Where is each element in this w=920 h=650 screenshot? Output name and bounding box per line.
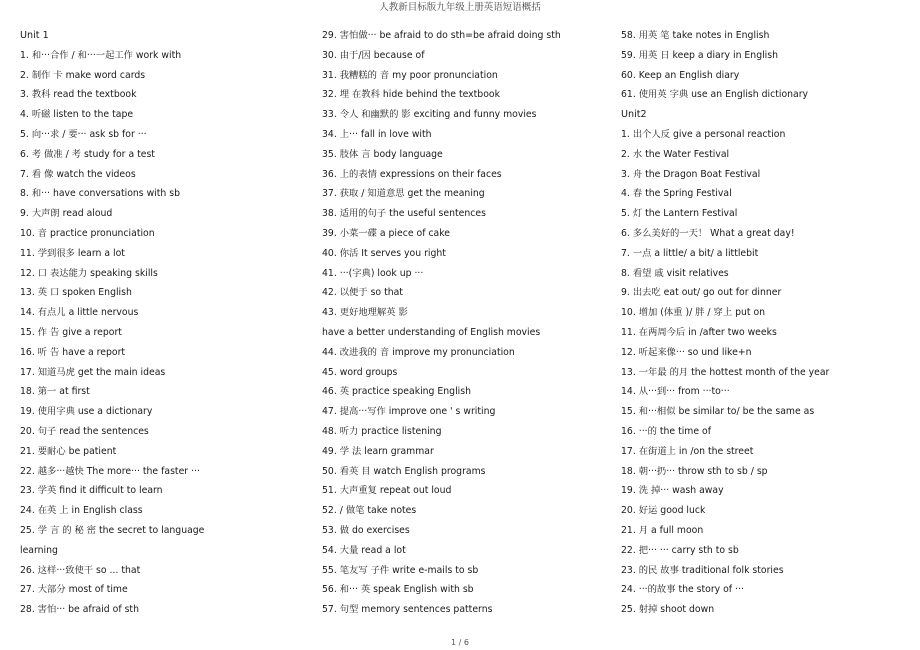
phrase-row: 15. 作 告 give a report — [20, 326, 122, 338]
phrase-row: 18. 第一 at first — [20, 386, 90, 398]
phrase-row: 21. 月 a full moon — [621, 524, 704, 536]
phrase-row: 35. 肢体 言 body language — [322, 148, 443, 160]
phrase-row: 5. 向···求 / 要··· ask sb for ··· — [20, 128, 147, 140]
phrase-row: 61. 使用英 字典 use an English dictionary — [621, 89, 809, 101]
phrase-row: 58. 用英 笔 take notes in English — [621, 30, 770, 41]
phrase-row: 24. ···的故事 the story of ··· — [621, 584, 744, 596]
unit-heading: Unit2 — [621, 109, 647, 121]
phrase-row: 23. 的民 故事 traditional folk stories — [621, 564, 784, 576]
phrase-row: 32. 埋 在教科 hide behind the textbook — [322, 89, 500, 101]
phrase-row: 36. 上的表情 expressions on their faces — [322, 168, 502, 180]
phrase-row: 9. 大声朗 read aloud — [20, 208, 113, 220]
phrase-row: 57. 句型 memory sentences patterns — [322, 604, 493, 616]
phrase-row: 6. 多么美好的一天！ What a great day! — [621, 227, 795, 239]
phrase-row: 8. 看望 戚 visit relatives — [621, 267, 729, 279]
phrase-row: 43. 更好地理解英 影 — [322, 307, 408, 319]
phrase-row: 2. 水 the Water Festival — [621, 148, 730, 160]
phrase-row-continuation: learning — [20, 544, 58, 556]
phrase-row: 54. 大量 read a lot — [322, 544, 406, 556]
phrase-row: 7. 一点 a little/ a bit/ a littlebit — [621, 247, 759, 259]
phrase-row: 9. 出去吃 eat out/ go out for dinner — [621, 287, 782, 299]
phrase-row: 11. 在两周今后 in /after two weeks — [621, 326, 777, 338]
phrase-row: 17. 在街道上 in /on the street — [621, 445, 754, 457]
phrase-row: 28. 害怕··· be afraid of sth — [20, 604, 139, 616]
phrase-row: 18. 朝···扔··· throw sth to sb / sp — [621, 465, 768, 477]
phrase-row: 47. 提高···写作 improve one ' s writing — [322, 406, 496, 418]
phrase-row: 4. 春 the Spring Festival — [621, 188, 732, 200]
phrase-row: 33. 令人 和幽默的 影 exciting and funny movies — [322, 109, 537, 121]
phrase-column-2 — [322, 26, 602, 620]
phrase-row: 20. 好运 good luck — [621, 505, 706, 517]
phrase-row: 44. 改进我的 音 improve my pronunciation — [322, 346, 515, 358]
phrase-row: 13. 英 口 spoken English — [20, 287, 132, 299]
phrase-row: 10. 增加 (体重 )/ 胖 / 穿上 put on — [621, 307, 766, 319]
phrase-row: 1. 和···合作 / 和···一起工作 work with — [20, 49, 182, 61]
phrase-row: 24. 在英 上 in English class — [20, 505, 143, 517]
phrase-row: 8. 和··· have conversations with sb — [20, 188, 181, 200]
phrase-row: 17. 知道马虎 get the main ideas — [20, 366, 166, 378]
phrase-row: 10. 音 practice pronunciation — [20, 227, 155, 239]
phrase-row: 41. ···(字典) look up ··· — [322, 267, 424, 279]
unit-heading: Unit 1 — [20, 30, 49, 41]
phrase-row: 19. 洗 掉··· wash away — [621, 485, 724, 497]
page-title: 人教新目标版九年级上册英语短语概括 — [379, 2, 541, 13]
phrase-row: 16. ···的 the time of — [621, 425, 711, 437]
phrase-row: 59. 用英 日 keep a diary in English — [621, 49, 779, 61]
phrase-row: 34. 上··· fall in love with — [322, 128, 432, 140]
phrase-row: 40. 你活 It serves you right — [322, 247, 446, 259]
phrase-row: 50. 看英 目 watch English programs — [322, 465, 486, 477]
phrase-row: 19. 使用字典 use a dictionary — [20, 406, 153, 418]
phrase-row: 5. 灯 the Lantern Festival — [621, 208, 738, 220]
phrase-row: 39. 小菜一碟 a piece of cake — [322, 227, 451, 239]
phrase-row: 25. 学 言 的 秘 密 the secret to language — [20, 524, 205, 536]
phrase-row: 21. 要耐心 be patient — [20, 445, 117, 457]
phrase-row: 11. 学到很多 learn a lot — [20, 247, 125, 259]
phrase-row: 3. 教科 read the textbook — [20, 89, 137, 101]
phrase-row: 27. 大部分 most of time — [20, 584, 128, 596]
phrase-row: 52. / 做笔 take notes — [322, 505, 417, 517]
phrase-row: 22. 越多···越快 The more··· the faster ··· — [20, 465, 200, 477]
phrase-row: 25. 射掉 shoot down — [621, 604, 715, 616]
phrase-row: 46. 英 practice speaking English — [322, 386, 471, 398]
phrase-row: 1. 出个人反 give a personal reaction — [621, 128, 786, 140]
phrase-row: 26. 这样···致使干 so ... that — [20, 564, 141, 576]
phrase-row: 31. 我糟糕的 音 my poor pronunciation — [322, 69, 498, 81]
phrase-row: 12. 听起来像··· so und like+n — [621, 346, 752, 358]
phrase-column-1 — [20, 26, 300, 620]
phrase-row: 53. 做 do exercises — [322, 524, 410, 536]
phrase-row: 6. 考 做准 / 考 study for a test — [20, 148, 155, 160]
phrase-row: 16. 听 告 have a report — [20, 346, 126, 358]
phrase-row: 55. 笔友写 子件 write e-mails to sb — [322, 564, 479, 576]
phrase-row: 13. 一年最 的月 the hottest month of the year — [621, 366, 830, 378]
phrase-row: 48. 听力 practice listening — [322, 425, 442, 437]
phrase-row: 2. 制作 卡 make word cards — [20, 69, 146, 81]
phrase-row: 7. 看 像 watch the videos — [20, 168, 136, 180]
phrase-row: 29. 害怕做··· be afraid to do sth=be afraid doing sth — [322, 30, 561, 41]
phrase-row: 20. 句子 read the sentences — [20, 425, 149, 437]
phrase-row: 49. 学 法 learn grammar — [322, 445, 434, 457]
phrase-row: 56. 和··· 英 speak English with sb — [322, 584, 474, 596]
phrase-column-3 — [621, 26, 906, 620]
phrase-row: 23. 学英 find it difficult to learn — [20, 485, 163, 497]
phrase-row: 60. Keep an English diary — [621, 69, 740, 81]
page-number: 1 / 6 — [451, 638, 469, 647]
phrase-row: 42. 以便于 so that — [322, 287, 403, 299]
phrase-row: 3. 舟 the Dragon Boat Festival — [621, 168, 761, 180]
phrase-row: 14. 有点儿 a little nervous — [20, 307, 139, 319]
phrase-row: 30. 由于/因 because of — [322, 49, 425, 61]
phrase-row: 12. 口 表达能力 speaking skills — [20, 267, 158, 279]
phrase-row: 4. 听磁 listen to the tape — [20, 109, 134, 121]
phrase-row-continuation: have a better understanding of English movies — [322, 326, 541, 338]
phrase-row: 14. 从···到··· from ···to··· — [621, 386, 730, 398]
phrase-row: 22. 把··· ··· carry sth to sb — [621, 544, 739, 556]
phrase-row: 45. word groups — [322, 366, 398, 378]
phrase-row: 51. 大声重复 repeat out loud — [322, 485, 452, 497]
phrase-row: 15. 和···相似 be similar to/ be the same as — [621, 406, 815, 418]
phrase-row: 38. 适用的句子 the useful sentences — [322, 208, 486, 220]
phrase-row: 37. 获取 / 知道意思 get the meaning — [322, 188, 485, 200]
